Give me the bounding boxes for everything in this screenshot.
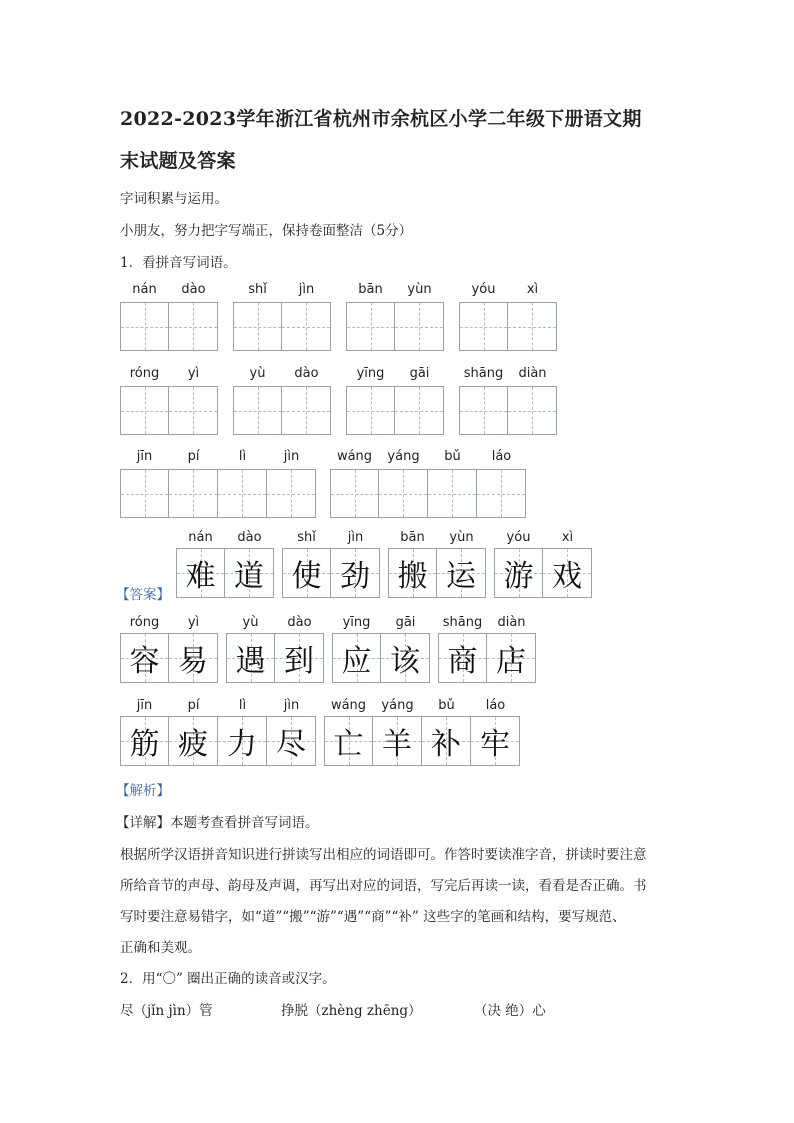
question-word-group [459, 282, 557, 351]
question-pinyin: lì [238, 449, 247, 464]
hanzi-answer: 补 [431, 727, 461, 762]
answer-character-cell [324, 716, 373, 766]
hanzi-answer: 店 [496, 644, 526, 679]
hanzi-answer: 易 [178, 644, 208, 679]
q2-item-3: （决 绝）心 [474, 1003, 546, 1019]
answer-word-group [324, 698, 520, 766]
answer-pinyin: diàn [497, 615, 526, 630]
explanation-line-1: 根据所学汉语拼音知识进行拼读写出相应的词语即可。作答时要读准字音，拼读时要注意 [120, 847, 647, 863]
writing-box[interactable] [233, 302, 282, 351]
question-1-label: 1．看拼音写词语。 [120, 255, 237, 271]
horizontal-guide-line [395, 327, 443, 328]
question-pinyin: yù [249, 366, 266, 381]
horizontal-guide-line [282, 411, 330, 412]
writing-box[interactable] [508, 386, 557, 435]
question-2-label: 2．用“〇” 圈出正确的读音或汉字。 [120, 971, 336, 987]
answer-pinyin: bǔ [438, 698, 455, 713]
hanzi-answer: 使 [291, 559, 322, 594]
answer-pinyin: róng [129, 615, 160, 630]
answer-pinyin: yáng [381, 698, 414, 713]
question-word-group [120, 366, 218, 435]
answer-character-cell [169, 633, 218, 683]
answer-pinyin: dào [287, 615, 312, 630]
answer-pinyin: jìn [283, 698, 300, 713]
answer-character-cell [388, 548, 437, 598]
answer-character-cell [226, 633, 275, 683]
answer-pinyin: yóu [506, 530, 531, 545]
horizontal-guide-line [347, 411, 394, 412]
writing-box[interactable] [169, 469, 218, 518]
question-pinyin: gāi [409, 366, 430, 381]
answer-character-cell [331, 548, 380, 598]
answer-character-cell [494, 548, 543, 598]
writing-box[interactable] [120, 469, 169, 518]
question-pinyin: diàn [518, 366, 547, 381]
analysis-label: 【解析】 [116, 783, 170, 799]
hanzi-answer: 搬 [397, 559, 428, 594]
hanzi-answer: 容 [129, 644, 160, 679]
horizontal-guide-line [267, 494, 315, 495]
answer-label: 【答案】 [116, 587, 170, 603]
answer-pinyin: lì [238, 698, 247, 713]
answer-word-group [120, 615, 218, 683]
answer-character-cell [275, 633, 324, 683]
answer-word-group [226, 615, 324, 683]
writing-box[interactable] [282, 302, 331, 351]
answer-pinyin: yùn [449, 530, 474, 545]
hanzi-answer: 遇 [235, 644, 266, 679]
answer-pinyin: bān [400, 530, 425, 545]
writing-box[interactable] [346, 386, 395, 435]
horizontal-guide-line [282, 327, 330, 328]
answer-word-group [388, 530, 486, 598]
horizontal-guide-line [121, 411, 168, 412]
answer-word-group [176, 530, 274, 598]
answer-word-group [438, 615, 536, 683]
question-pinyin: xì [526, 282, 539, 297]
question-pinyin: yóu [471, 282, 496, 297]
answer-pinyin: yì [187, 615, 200, 630]
horizontal-guide-line [218, 494, 266, 495]
question-pinyin: yì [187, 366, 200, 381]
answer-character-cell [543, 548, 592, 598]
question-pinyin: pí [187, 449, 200, 464]
horizontal-guide-line [234, 411, 281, 412]
hanzi-answer: 亡 [333, 727, 364, 762]
hanzi-answer: 运 [446, 559, 476, 594]
answer-character-cell [120, 633, 169, 683]
question-word-group [346, 282, 444, 351]
question-pinyin: shǐ [248, 282, 267, 297]
hanzi-answer: 戏 [552, 559, 582, 594]
answer-pinyin: yīng [342, 615, 371, 630]
question-word-group [330, 449, 526, 518]
writing-box[interactable] [169, 302, 218, 351]
writing-box[interactable] [267, 469, 316, 518]
answer-pinyin: xì [561, 530, 574, 545]
writing-box[interactable] [477, 469, 526, 518]
answer-pinyin: nán [188, 530, 213, 545]
question-pinyin: jìn [298, 282, 315, 297]
horizontal-guide-line [460, 411, 507, 412]
question-pinyin: shāng [463, 366, 504, 381]
instruction-text: 小朋友，努力把字写端正，保持卷面整洁（5分） [120, 223, 413, 239]
writing-box[interactable] [120, 386, 169, 435]
question-word-group [346, 366, 444, 435]
answer-pinyin: láo [485, 698, 506, 713]
answer-character-cell [471, 716, 520, 766]
answer-pinyin: yù [242, 615, 259, 630]
explanation-line-2: 所给音节的声母、韵母及声调，再写出对应的词语，写完后再读一读，看看是否正确。书 [120, 878, 647, 894]
horizontal-guide-line [121, 327, 168, 328]
writing-box[interactable] [428, 469, 477, 518]
writing-box[interactable] [233, 386, 282, 435]
hanzi-answer: 尽 [276, 727, 306, 762]
question-pinyin: róng [129, 366, 160, 381]
q2-item-2: 挣脱（zhèng zhēng） [281, 1003, 422, 1019]
question-word-group [233, 366, 331, 435]
horizontal-guide-line [508, 327, 556, 328]
hanzi-answer: 疲 [178, 727, 208, 762]
writing-box[interactable] [395, 302, 444, 351]
horizontal-guide-line [169, 411, 217, 412]
question-pinyin: yīng [356, 366, 385, 381]
detail-text: 【详解】本题考查看拼音写词语。 [116, 815, 319, 831]
answer-word-group [494, 530, 592, 598]
question-pinyin: bǔ [444, 449, 461, 464]
page-title-continued: 末试题及答案 [120, 150, 236, 172]
writing-box[interactable] [459, 386, 508, 435]
question-pinyin: dào [181, 282, 206, 297]
hanzi-answer: 劲 [340, 559, 370, 594]
horizontal-guide-line [508, 411, 556, 412]
answer-pinyin: jìn [347, 530, 364, 545]
question-pinyin: wáng [336, 449, 373, 464]
section-heading: 字词积累与运用。 [120, 191, 228, 207]
hanzi-answer: 难 [185, 559, 216, 594]
horizontal-guide-line [395, 411, 443, 412]
question-pinyin: láo [491, 449, 512, 464]
horizontal-guide-line [234, 327, 281, 328]
horizontal-guide-line [169, 327, 217, 328]
answer-pinyin: jīn [136, 698, 153, 713]
hanzi-answer: 力 [227, 727, 257, 762]
writing-box[interactable] [330, 469, 379, 518]
horizontal-guide-line [428, 494, 476, 495]
hanzi-answer: 牢 [480, 727, 510, 762]
writing-box[interactable] [169, 386, 218, 435]
question-word-group [459, 366, 557, 435]
writing-box[interactable] [379, 469, 428, 518]
horizontal-guide-line [379, 494, 427, 495]
writing-box[interactable] [508, 302, 557, 351]
question-pinyin: nán [132, 282, 157, 297]
hanzi-answer: 筋 [129, 727, 160, 762]
answer-character-cell [381, 633, 430, 683]
question-pinyin: jīn [136, 449, 153, 464]
answer-word-group [282, 530, 380, 598]
answer-character-cell [438, 633, 487, 683]
question-pinyin: jìn [283, 449, 300, 464]
page-title: 2022-2023学年浙江省杭州市余杭区小学二年级下册语文期 [120, 108, 642, 130]
answer-character-cell [120, 716, 169, 766]
writing-box[interactable] [346, 302, 395, 351]
hanzi-answer: 游 [503, 559, 534, 594]
horizontal-guide-line [460, 327, 507, 328]
question-pinyin: dào [294, 366, 319, 381]
answer-character-cell [267, 716, 316, 766]
answer-pinyin: shǐ [297, 530, 316, 545]
writing-box[interactable] [395, 386, 444, 435]
answer-character-cell [437, 548, 486, 598]
answer-character-cell [487, 633, 536, 683]
hanzi-answer: 道 [234, 559, 264, 594]
hanzi-answer: 到 [284, 644, 314, 679]
answer-pinyin: wáng [330, 698, 367, 713]
answer-pinyin: gāi [395, 615, 416, 630]
hanzi-answer: 该 [390, 644, 420, 679]
question-word-group [120, 449, 316, 518]
horizontal-guide-line [169, 494, 217, 495]
writing-box[interactable] [120, 302, 169, 351]
question-pinyin: yùn [407, 282, 432, 297]
answer-character-cell [422, 716, 471, 766]
writing-box[interactable] [459, 302, 508, 351]
question-word-group [120, 282, 218, 351]
answer-character-cell [282, 548, 331, 598]
hanzi-answer: 应 [341, 644, 372, 679]
answer-pinyin: shāng [442, 615, 483, 630]
answer-pinyin: pí [187, 698, 200, 713]
hanzi-answer: 商 [447, 644, 478, 679]
answer-character-cell [225, 548, 274, 598]
horizontal-guide-line [331, 494, 378, 495]
explanation-line-4: 正确和美观。 [120, 940, 201, 956]
question-pinyin: bān [358, 282, 383, 297]
question-pinyin: yáng [387, 449, 420, 464]
answer-character-cell [332, 633, 381, 683]
writing-box[interactable] [282, 386, 331, 435]
answer-character-cell [373, 716, 422, 766]
answer-word-group [120, 698, 316, 766]
writing-box[interactable] [218, 469, 267, 518]
horizontal-guide-line [347, 327, 394, 328]
explanation-line-3: 写时要注意易错字，如“道”“搬”“游”“遇”“商”“补” 这些字的笔画和结构，要写规范、 [120, 909, 626, 925]
answer-character-cell [169, 716, 218, 766]
horizontal-guide-line [121, 494, 168, 495]
answer-pinyin: dào [237, 530, 262, 545]
answer-character-cell [176, 548, 225, 598]
answer-character-cell [218, 716, 267, 766]
hanzi-answer: 羊 [382, 727, 412, 762]
question-word-group [233, 282, 331, 351]
horizontal-guide-line [477, 494, 525, 495]
q2-item-1: 尽（jǐn jìn）管 [120, 1003, 213, 1019]
answer-word-group [332, 615, 430, 683]
